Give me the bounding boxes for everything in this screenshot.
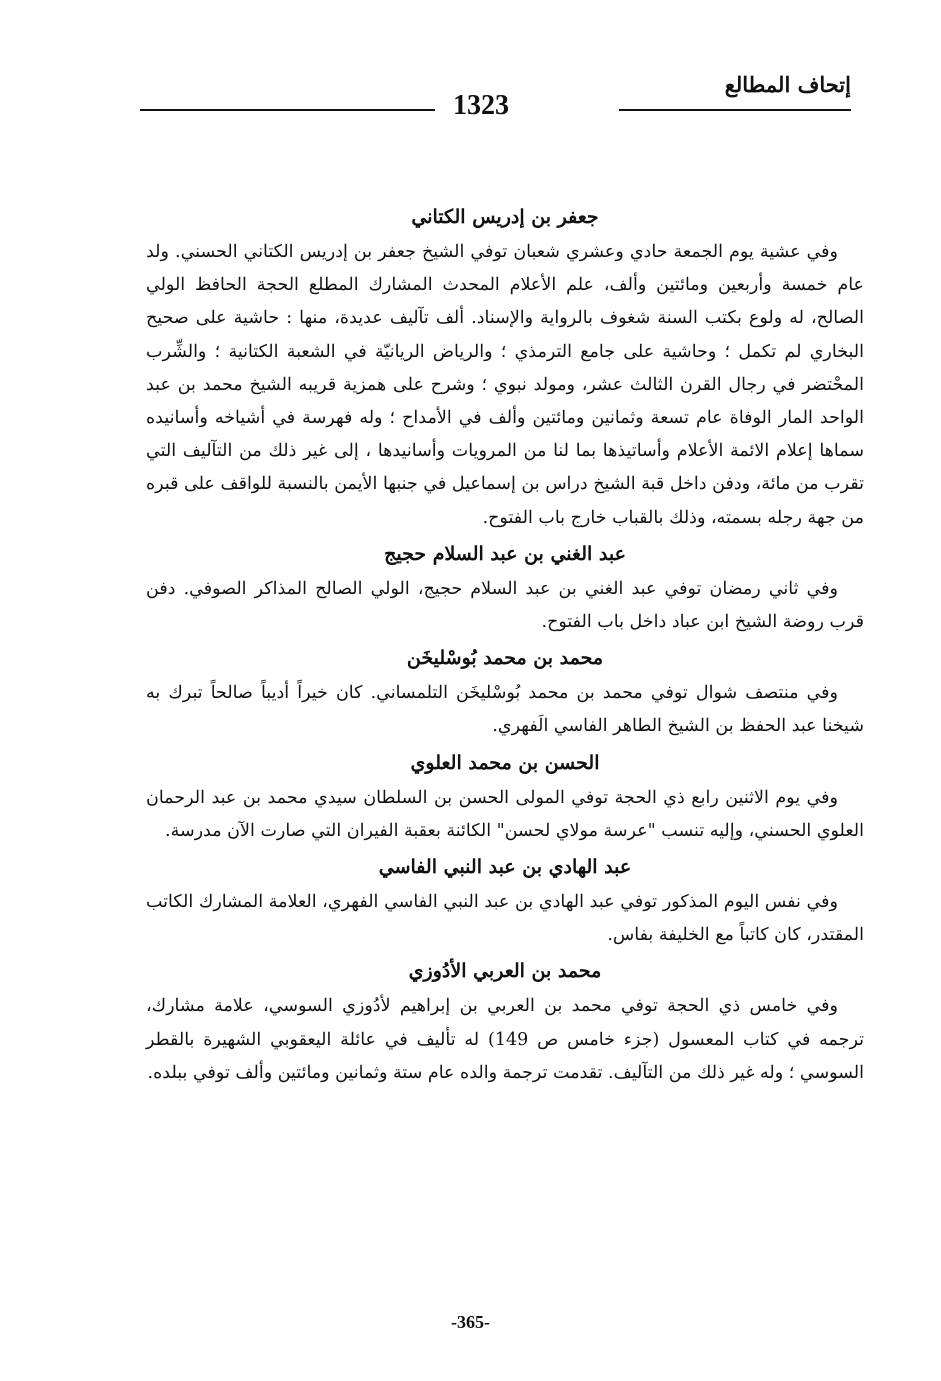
biography-section: [146, 535, 864, 639]
header-rule-right: [619, 109, 851, 111]
section-paragraph: وفي يوم الاثنين رابع ذي الحجة توفي المولى الحسن بن السلطان سيدي محمد بن عبد الرحمان العلوي الحسني، وإليه تنسب "عرسة مولاي لحسن" الكائنة بعقبة الفيران التي صارت الآن مدرسة.: [146, 787, 864, 841]
section-paragraph: وفي نفس اليوم المذكور توفي عبد الهادي بن عبد النبي الفاسي الفهري، العلامة المشارك الكاتب المقتدر، كان كاتباً مع الخليفة بفاس.: [146, 892, 864, 946]
section-heading: محمد بن محمد بُوسْليخَن: [406, 647, 604, 670]
running-header: [140, 60, 851, 130]
biography-section: [146, 744, 864, 848]
biography-section: [146, 952, 864, 1090]
year-heading: 1323: [453, 90, 509, 121]
section-paragraph: وفي عشية يوم الجمعة حادي وعشري شعبان توفي الشيخ جعفر بن إدريس الكتاني الحسني. ولد عام خمسة وأربعين ومائتين وألف، علم الأعلام المحدث المشارك المطلع الحجة الحافظ الولي الصالح، له ولوع بكتب السنة شغوف بالرواية والإسناد. ألف تآليف عديدة، منها : حاشية على صحيح البخاري لم تكمل ؛ وحاشية على جامع الترمذي ؛ والرياض الريانيّة في الشعبة الكتانية ؛ والشِّرب المحْتضر في رجال القرن الثالث عشر، ومولد نبوي ؛ وشرح على همزية قريبه الشيخ محمد بن عبد الواحد المار الوفاة عام تسعة وثمانين ومائتين وألف في الأمداح ؛ وله فهرسة في أشياخه وأسانيده سماها إعلام الائمة الأعلام وأساتيذها بما لنا من المرويات وأسانيدها ، إلى غير ذلك من التآليف التي تقرب من مائة، ودفن داخل قبة الشيخ دراس بن إسماعيل في جنبها الأيمن بالنسبة للواقف على قبره من جهة رجله بسمته، وذلك بالقباب خارج باب الفتوح.: [146, 242, 864, 528]
biography-section: [146, 639, 864, 743]
biography-section: [146, 848, 864, 952]
header-rule-left: [140, 109, 435, 111]
section-heading: جعفر بن إدريس الكتاني: [411, 206, 599, 228]
section-paragraph: وفي خامس ذي الحجة توفي محمد بن العربي بن إبراهيم لأدُوزي السوسي، علامة مشارك، ترجمه في كتاب المعسول (جزء خامس ص 149) له تأليف في عائلة اليعقوبي الشهيرة بالقطر السوسي ؛ وله غير ذلك من التآليف. تقدمت ترجمة والده عام ستة وثمانين ومائتين وألف توفي ببلده.: [146, 996, 864, 1083]
page-number: -365-: [451, 1312, 490, 1332]
section-heading: عبد الغني بن عبد السلام حجيج: [384, 542, 626, 565]
page-body: [146, 198, 864, 1090]
section-heading: الحسن بن محمد العلوي: [410, 751, 600, 774]
section-paragraph: وفي ثاني رمضان توفي عبد الغني بن عبد السلام حجيج، الولي الصالح المذاكر الصوفي. دفن قرب روضة الشيخ ابن عباد داخل باب الفتوح.: [146, 578, 864, 633]
biography-section: [146, 198, 864, 535]
section-heading: عبد الهادي بن عبد النبي الفاسي: [378, 856, 632, 879]
section-heading: محمد بن العربي الأدُوزي: [408, 960, 602, 983]
section-paragraph: وفي منتصف شوال توفي محمد بن محمد بُوسْليخَن التلمساني. كان خيراً أديباً صالحاً تبرك به شيخنا عبد الحفظ بن الشيخ الطاهر الفاسي الَفهري.: [146, 683, 864, 737]
book-title: إتحاف المطالع: [724, 72, 851, 97]
